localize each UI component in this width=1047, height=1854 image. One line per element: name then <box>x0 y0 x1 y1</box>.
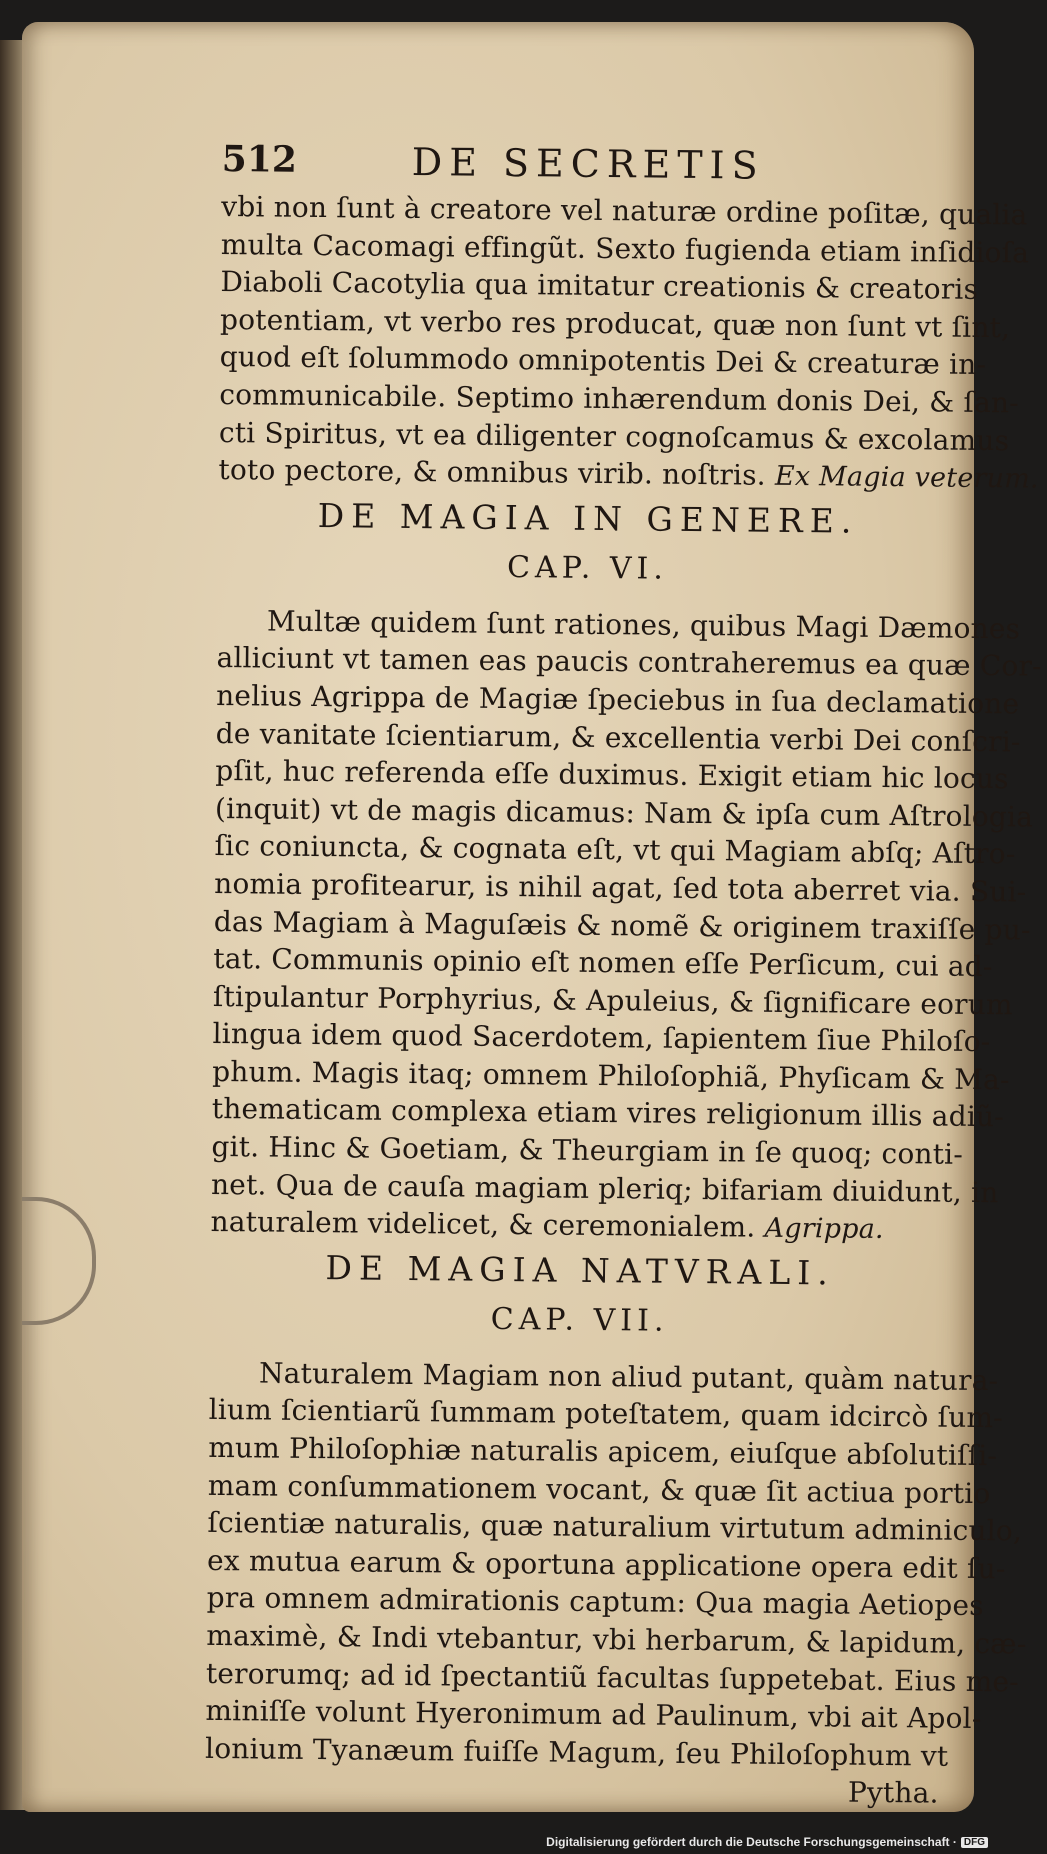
section-heading: DE MAGIA NATVRALI. <box>325 1247 835 1293</box>
catchword: Pytha. <box>847 1776 939 1810</box>
text-line: tat. Communis opinio eſt nomen eſſe Perſicum, cui ad- <box>213 942 993 984</box>
text-line: phum. Magis itaq; omnem Philoſophiã, Phyſicam & Ma- <box>212 1054 1010 1097</box>
source-citation: Agrippa. <box>764 1212 884 1246</box>
text-line: vbi non ſunt à creatore vel naturæ ordine poſitæ, qualia <box>221 189 1028 232</box>
chapter-label: CAP. VI. <box>506 549 669 587</box>
text-line: miniſſe volunt Hyeronimum ad Paulinum, vbi ait Apol- <box>205 1694 982 1736</box>
chapter-label: CAP. VII. <box>490 1301 669 1339</box>
text-line: git. Hinc & Goetiam, & Theurgiam in ſe quoq; conti- <box>211 1130 964 1171</box>
text-line: Diaboli Cacotylia qua imitatur creationis & creatoris <box>220 265 979 307</box>
text-line: Naturalem Magiam non aliud putant, quàm natura- <box>258 1356 999 1398</box>
text-line: multa Cacomagi effingũt. Sexto fugienda etiam inſidioſa <box>220 227 1030 270</box>
source-citation: Ex Magia veterum. <box>774 460 1039 495</box>
text-line: thematicam complexa etiam vires religionum illis adiũ- <box>211 1092 1005 1134</box>
text-line: mum Philoſophiæ naturalis apicem, eiuſque abſolutiſſi- <box>208 1430 998 1473</box>
running-head <box>221 138 961 196</box>
text-line: mam conſummationem vocant, & quæ ſit actiua portio <box>207 1468 991 1510</box>
page-number: 512 <box>221 138 298 181</box>
text-line: ex mutua earum & oportuna applicatione opera edit ſu- <box>206 1543 1006 1586</box>
text-line: cti Spiritus, vt ea diligenter cognoſcamus & excolamus <box>218 415 1010 457</box>
text-line: nelius Agrippa de Magiæ ſpeciebus in ſua declamatione <box>215 678 1020 721</box>
page-text <box>204 138 1042 1813</box>
text-line: quod eſt ſolummodo omnipotentis Dei & creaturæ in- <box>219 340 987 382</box>
text-line: de vanitate ſcientiarum, & excellentia verbi Dei conſcri- <box>215 716 1021 758</box>
text-line-content: toto pectore, & omnibus virib. noſtris. <box>218 453 767 492</box>
section-paragraph <box>210 602 1042 1250</box>
text-line: alliciunt vt tamen eas paucis contraheremus ea quæ Cor- <box>216 641 1042 683</box>
text-line: das Magiam à Maguſæis & nomẽ & originem traxiſſe pu- <box>213 904 1031 947</box>
section-heading: DE MAGIA IN GENERE. <box>317 495 859 541</box>
bookmark-ribbon <box>22 1197 96 1325</box>
text-line: ſcientiæ naturalis, quæ naturalium virtutum adminiculo, <box>207 1506 1023 1548</box>
text-line: potentiam, vt verbo res producat, quæ non ſunt vt ſint, <box>219 302 1011 345</box>
text-line: pra omnem admirationis captum: Qua magia Aetiopes <box>206 1581 985 1623</box>
text-line <box>210 1203 950 1249</box>
text-line: pſit, huc referenda eſſe duximus. Exigit etiam hic locus <box>215 754 1009 796</box>
text-line: lium ſcientiarũ ſummam poteſtatem, quam idcircò ſum- <box>208 1393 1004 1435</box>
funding-footer <box>546 1832 988 1852</box>
dfg-logo: DFG <box>961 1837 988 1848</box>
text-line: lingua idem quod Sacerdotem, ſapientem ſiue Philoſo- <box>212 1017 991 1059</box>
text-line: maximè, & Indi vtebantur, vbi herbarum, & lapidum, cæ- <box>206 1618 1027 1661</box>
intro-paragraph <box>218 188 1039 497</box>
text-line-content: naturalem videlicet, & ceremonialem. <box>210 1205 756 1244</box>
text-line: lonium Tyanæum fuiſſe Magum, ſeu Philoſophum vt <box>204 1731 949 1773</box>
running-title: DE SECRETIS <box>411 139 765 188</box>
text-line: ſic coniuncta, & cognata eſt, vt qui Magiam abſq; Aſtro- <box>214 829 1016 871</box>
text-line: Multæ quidem ſunt rationes, quibus Magi Dæmones <box>266 604 1021 646</box>
text-line: (inquit) vt de magis dicamus: Nam & ipſa cum Aſtrologia <box>214 791 1034 834</box>
section-paragraph <box>204 1354 1027 1775</box>
text-line: communicabile. Septimo inhærendum donis Dei, & ſan- <box>219 377 1020 420</box>
text-line: net. Qua de cauſa magiam pleriq; bifariam diuidunt, in <box>210 1167 999 1209</box>
text-line: nomia profitearur, is nihil agat, ſed tota aberret via. Sui- <box>214 866 1027 909</box>
funding-text: Digitalisierung gefördert durch die Deutsche Forschungsgemeinschaft · <box>546 1835 957 1849</box>
text-line: terorumq; ad id ſpectantiũ facultas ſuppetebat. Eius me- <box>205 1656 1020 1699</box>
text-line: ſtipulantur Porphyrius, & Apuleius, & ſignificare eorum <box>212 979 1013 1022</box>
